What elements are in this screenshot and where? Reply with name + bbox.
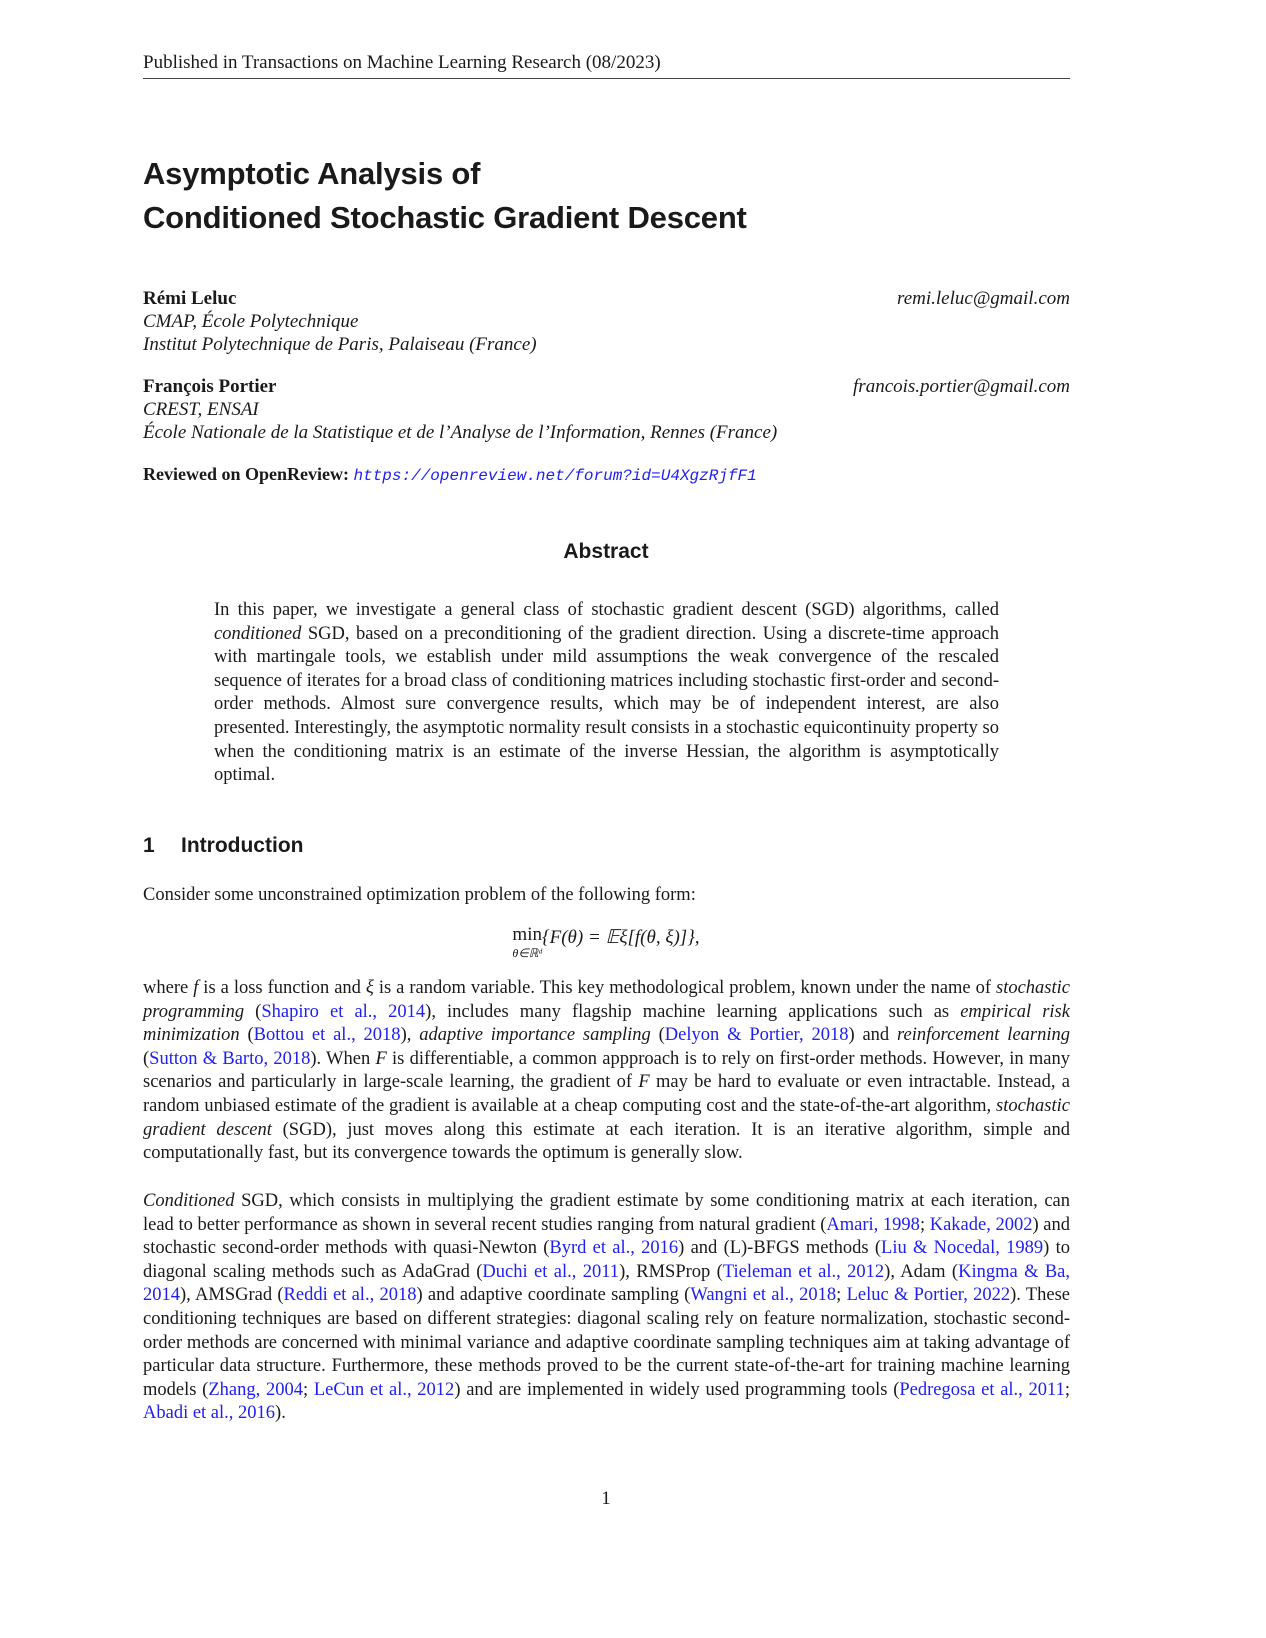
author-affiliation: CMAP, École Polytechnique (143, 311, 359, 332)
citation-link[interactable]: Delyon & Portier, 2018 (664, 1025, 849, 1046)
citation-link[interactable]: Shapiro et al., 2014 (261, 1001, 426, 1022)
paragraph-text: is a random variable. This key methodological problem, known under the name of (373, 978, 996, 998)
paragraph-text: ( (650, 1025, 665, 1046)
paragraph-text: ), AMSGrad ( (180, 1285, 284, 1306)
intro-lead-sentence: Consider some unconstrained optimization problem of the following form: (143, 885, 696, 905)
paragraph-text: ) and adaptive coordinate sampling ( (416, 1285, 691, 1306)
emphasis-text: adaptive importance sampling (419, 1025, 651, 1046)
citation-link[interactable]: Byrd et al., 2016 (549, 1238, 679, 1259)
objective-equation (0, 926, 1212, 962)
emphasis-text: Conditioned (143, 1191, 235, 1211)
paragraph-text: (SGD), just moves along this estimate at each iteration. It is an iterative algorithm, simple and computationally fast, but its convergence towards the optimum is generally slow. (143, 1119, 1070, 1164)
paragraph-text: ) and (L)-BFGS methods ( (678, 1238, 882, 1259)
section-number: 1 (143, 834, 155, 857)
paragraph-text: ), includes many flagship machine learning applications such as (425, 1001, 961, 1022)
paragraph-text: ( (143, 1048, 150, 1069)
citation-link[interactable]: Kingma & Ba, 2014 (143, 1261, 1071, 1306)
emphasis-text: empirical risk minimization (143, 1001, 1070, 1046)
author-affiliation: École Nationale de la Statistique et de l’Analyse de l’Information, Rennes (France) (143, 422, 778, 443)
citation-link[interactable]: Amari, 1998 (826, 1214, 920, 1235)
paragraph-text: is differentiable, a common appproach is to rely on first-order methods. However, in many scenarios and particularly in large-scale learning, the gradient of (143, 1048, 1071, 1093)
abstract-text-part: In this paper, we investigate a general class of stochastic gradient descent (SGD) algorithms, called (214, 600, 999, 620)
intro-paragraph-1 (143, 977, 1070, 1166)
emphasis-text: F (638, 1072, 650, 1093)
paragraph-text: SGD, which consists in multiplying the gradient estimate by some conditioning matrix at each iteration, can lead to better performance as shown in several recent studies ranging from natural gradient ( (143, 1191, 1070, 1235)
paper-title (143, 152, 1070, 240)
emphasis-text: ξ (365, 978, 374, 998)
paragraph-text: ) and stochastic second-order methods with quasi-Newton ( (143, 1214, 1070, 1259)
openreview-link[interactable]: https://openreview.net/forum?id=U4XgzRjfF1 (353, 467, 757, 485)
paragraph-text: ) and are implemented in widely used programming tools ( (454, 1379, 900, 1400)
paragraph-text: ; (1064, 1379, 1070, 1400)
section-heading-introduction (143, 834, 1070, 858)
page-number: 1 (601, 1488, 611, 1509)
equation-op: min (512, 924, 542, 945)
citation-link[interactable]: Bottou et al., 2018 (253, 1025, 401, 1046)
emphasis-text: stochastic programming (143, 978, 1070, 1022)
citation-link[interactable]: Pedregosa et al., 2011 (899, 1379, 1065, 1400)
author-name: François Portier (143, 376, 277, 397)
abstract-text (214, 599, 999, 788)
citation-link[interactable]: Abadi et al., 2016 (143, 1403, 276, 1424)
paragraph-text: ), RMSProp ( (619, 1261, 723, 1282)
review-label: Reviewed on OpenReview: (143, 464, 349, 484)
author-email[interactable]: remi.leluc@gmail.com (897, 288, 1070, 309)
emphasis-text: stochastic gradient descent (143, 1095, 1070, 1140)
abstract-emphasis: conditioned (214, 623, 302, 644)
paragraph-text: ), (400, 1025, 420, 1046)
citation-link[interactable]: Zhang, 2004 (208, 1379, 303, 1400)
title-line-1: Asymptotic Analysis of (143, 156, 481, 191)
author-block (143, 375, 1070, 444)
emphasis-text: reinforcement learning (897, 1025, 1070, 1046)
paragraph-text: ). (275, 1403, 286, 1424)
paragraph-text: ; (919, 1214, 930, 1235)
paragraph-text: may be hard to evaluate or even intractable. Instead, a random unbiased estimate of the gradient is available at a cheap computing cost and the state-of-the-art algorithm, (143, 1072, 1070, 1116)
author-email[interactable]: francois.portier@gmail.com (853, 376, 1070, 397)
citation-link[interactable]: Kakade, 2002 (929, 1214, 1033, 1235)
paragraph-text: ). When (310, 1048, 376, 1069)
paragraph-text: ) and (848, 1025, 898, 1046)
abstract-text-part: SGD, based on a preconditioning of the gradient direction. Using a discrete-time approach with martingale tools, we establish under mild assumptions the weak convergence of the rescaled sequence of iterates for a broad class of conditioning matrices including stochastic first-order and second-order methods. Almost sure convergence results, which may be of independent interest, are also presented. Interestingly, the asymptotic normality result consists in a stochastic equicontinuity property so when the conditioning matrix is an estimate of the inverse Hessian, the algorithm is asymptotically optimal. (214, 623, 999, 786)
citation-link[interactable]: Sutton & Barto, 2018 (149, 1048, 311, 1069)
citation-link[interactable]: Leluc & Portier, 2022 (846, 1285, 1011, 1306)
citation-link[interactable]: Duchi et al., 2011 (482, 1261, 620, 1282)
author-name: Rémi Leluc (143, 288, 237, 309)
equation-subscript: θ∈ℝᵈ (512, 946, 542, 960)
title-line-2: Conditioned Stochastic Gradient Descent (143, 200, 747, 235)
paragraph-text: ( (244, 1001, 262, 1022)
paragraph-text: ). These conditioning techniques are based on different strategies: diagonal scaling rely on feature normalization, stochastic second-order methods are concerned with minimal variance and adaptive coordinate sampling techniques aim at taking advantage of particular data structure. Furthermore, these methods proved to be the current state-of-the-art for training machine learning models ( (143, 1285, 1070, 1400)
citation-link[interactable]: Tieleman et al., 2012 (722, 1261, 885, 1282)
emphasis-text: f (193, 978, 199, 998)
paragraph-text: ; (836, 1285, 847, 1306)
citation-link[interactable]: LeCun et al., 2012 (313, 1379, 455, 1400)
equation-min-operator (512, 926, 542, 962)
citation-link[interactable]: Reddi et al., 2018 (283, 1285, 417, 1306)
paragraph-text: where (143, 978, 194, 998)
paragraph-text: ( (239, 1025, 254, 1046)
running-head: Published in Transactions on Machine Learning Research (08/2023) (143, 52, 1070, 79)
citation-link[interactable]: Liu & Nocedal, 1989 (881, 1238, 1044, 1259)
emphasis-text: F (375, 1048, 387, 1069)
author-affiliation: CREST, ENSAI (143, 399, 259, 420)
review-line (143, 464, 1070, 485)
citation-link[interactable]: Wangni et al., 2018 (690, 1285, 837, 1306)
intro-paragraph-2 (143, 1190, 1070, 1426)
equation-body: {F(θ) = 𝔼ξ[f(θ, ξ)]}, (542, 927, 700, 948)
paragraph-text: ) to diagonal scaling methods such as AdaGrad ( (143, 1238, 1070, 1282)
paragraph-text: is a loss function and (198, 978, 366, 998)
paragraph-text: ; (302, 1379, 314, 1400)
abstract-heading: Abstract (563, 540, 649, 563)
section-title: Introduction (181, 834, 304, 857)
paragraph-text: ), Adam ( (884, 1261, 959, 1282)
author-affiliation: Institut Polytechnique de Paris, Palaiseau (France) (143, 334, 537, 355)
author-block (143, 287, 1070, 356)
